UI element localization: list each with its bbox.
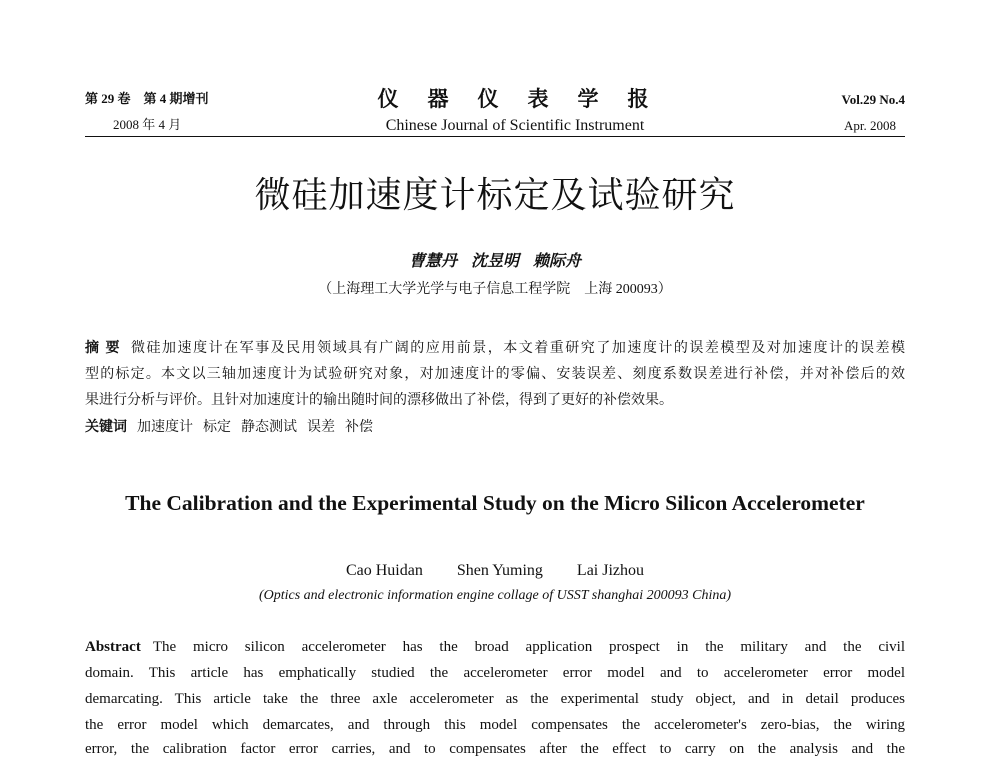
keyword: 误差 [307, 420, 335, 435]
abstract-cn-text: 微硅加速度计在军事及民用领域具有广阔的应用前景，本文着重研究了加速度计的误差模型及对加速度计的误差模 [131, 341, 905, 356]
author-cn: 赖际舟 [533, 253, 582, 270]
author-en: Lai Jizhou [576, 562, 645, 579]
header-volume: 第 29 卷 第 4 期增刊 [85, 91, 209, 106]
abstract-en-line: demarcating. This article take the three axle accelerometer as the experimental study object, and in detail produces [85, 691, 905, 707]
affiliation-en: (Optics and electronic information engine collage of USST shanghai 200093 China) [258, 588, 732, 603]
abstract-en-line: the error model which demarcates, and through this model compensates the accelerometer's zero-bias, the wiring [85, 717, 905, 733]
keyword: 静态测试 [241, 420, 297, 435]
abstract-cn-line: 型的标定。本文以三轴加速度计为试验研究对象，对加速度计的零偏、安装误差、刻度系数误差进行补偿，并对补偿后的效 [85, 367, 905, 382]
abstract-en-line: domain. This article has emphatically studied the accelerometer error model and to accelerometer error model [85, 665, 905, 681]
author-cn: 曹慧丹 [408, 253, 457, 270]
abstract-cn-label: 摘 要 [85, 341, 122, 356]
abstract-cn-line: 果进行分析与评价。且针对加速度计的输出随时间的漂移做出了补偿，得到了更好的补偿效果。 [85, 393, 673, 408]
abstract-en-label: Abstract [85, 639, 141, 655]
author-en: Shen Yuming [456, 562, 543, 579]
journal-name-en: Chinese Journal of Scientific Instrument [385, 117, 645, 134]
keywords-label: 关键词 [85, 420, 127, 435]
author-cn: 沈昱明 [470, 253, 519, 270]
affiliation-cn: （上海理工大学光学与电子信息工程学院 上海 200093） [318, 282, 672, 297]
header-volume-en: Vol.29 No.4 [841, 92, 905, 107]
abstract-en-line: error, the calibration factor error carries, and to compensates after the effect to carry on the analysis and the [85, 741, 905, 757]
abstract-en-text: The micro silicon accelerometer has the broad application prospect in the military and the civil [152, 639, 905, 655]
abstract-cn-line [85, 336, 905, 362]
keyword: 补偿 [345, 420, 373, 435]
title-cn: 微硅加速度计标定及试验研究 [254, 175, 736, 215]
abstract-en-line [85, 634, 905, 660]
title-en: The Calibration and the Experimental Study on the Micro Silicon Accelerometer [125, 491, 865, 515]
author-en: Cao Huidan [345, 562, 423, 579]
abstract-en [85, 634, 905, 760]
keyword: 加速度计 [137, 420, 193, 435]
header-date-cn: 2008 年 4 月 [113, 117, 182, 132]
authors-en [85, 561, 905, 581]
keyword: 标定 [203, 420, 231, 435]
keywords-cn [85, 419, 373, 437]
journal-name-cn: 仪 器 仪 表 学 报 [377, 87, 653, 111]
header-rule [85, 136, 905, 137]
abstract-cn [85, 336, 905, 414]
authors-cn [85, 252, 905, 272]
header-date-en: Apr. 2008 [844, 118, 896, 133]
